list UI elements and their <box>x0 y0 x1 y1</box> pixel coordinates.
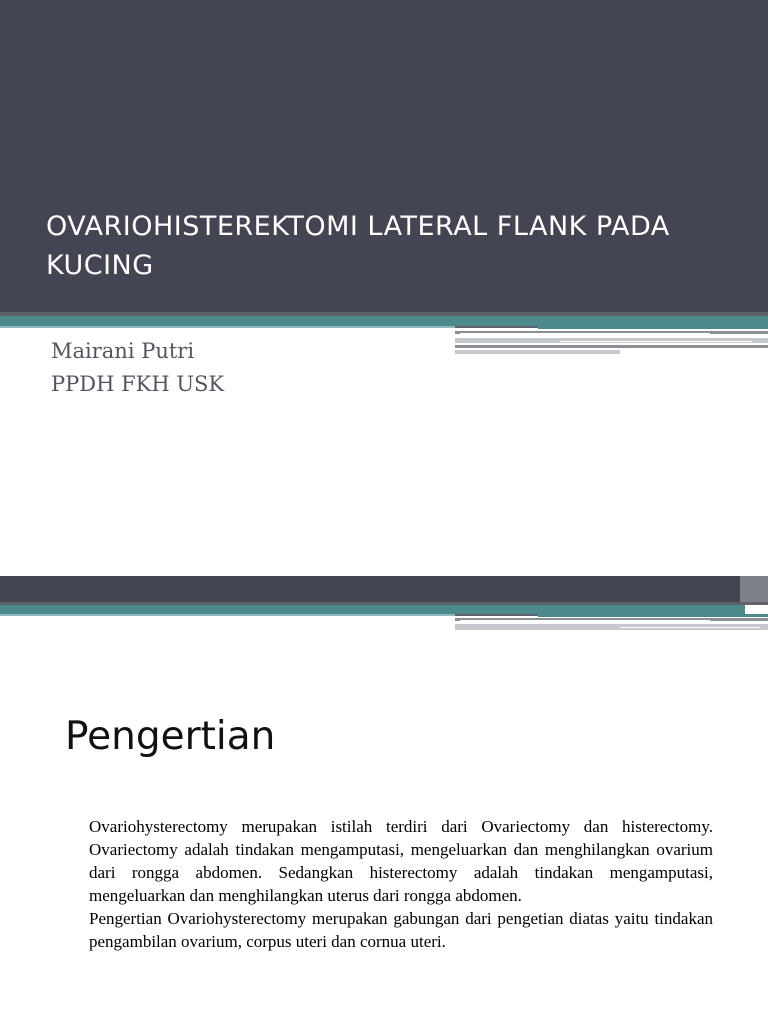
subtitle-block <box>51 335 224 401</box>
content-slide-header <box>0 576 768 604</box>
slide-title: OVARIOHISTEREKTOMI LATERAL FLANK PADA KUCING <box>46 211 670 281</box>
paragraph-1: Ovariohysterectomy merupakan istilah terdiri dari Ovariectomy dan histerectomy. Ovariectomy adalah tindakan mengamputasi, mengeluarkan dan menghilangkan ovarium dari rongga abdomen. Sedangkan histerectomy adalah tindakan mengamputasi, mengeluarkan dan menghilangkan uterus dari rongga abdomen. <box>89 817 713 905</box>
definition-text <box>89 815 713 953</box>
paragraph-2: Pengertian Ovariohysterectomy merupakan gabungan dari pengetian diatas yaitu tindakan pengambilan ovarium, corpus uteri dan cornua uteri. <box>89 909 713 951</box>
section-heading: Pengertian <box>65 714 276 759</box>
author-affiliation: PPDH FKH USK <box>51 372 225 396</box>
author-name: Mairani Putri <box>51 339 195 363</box>
